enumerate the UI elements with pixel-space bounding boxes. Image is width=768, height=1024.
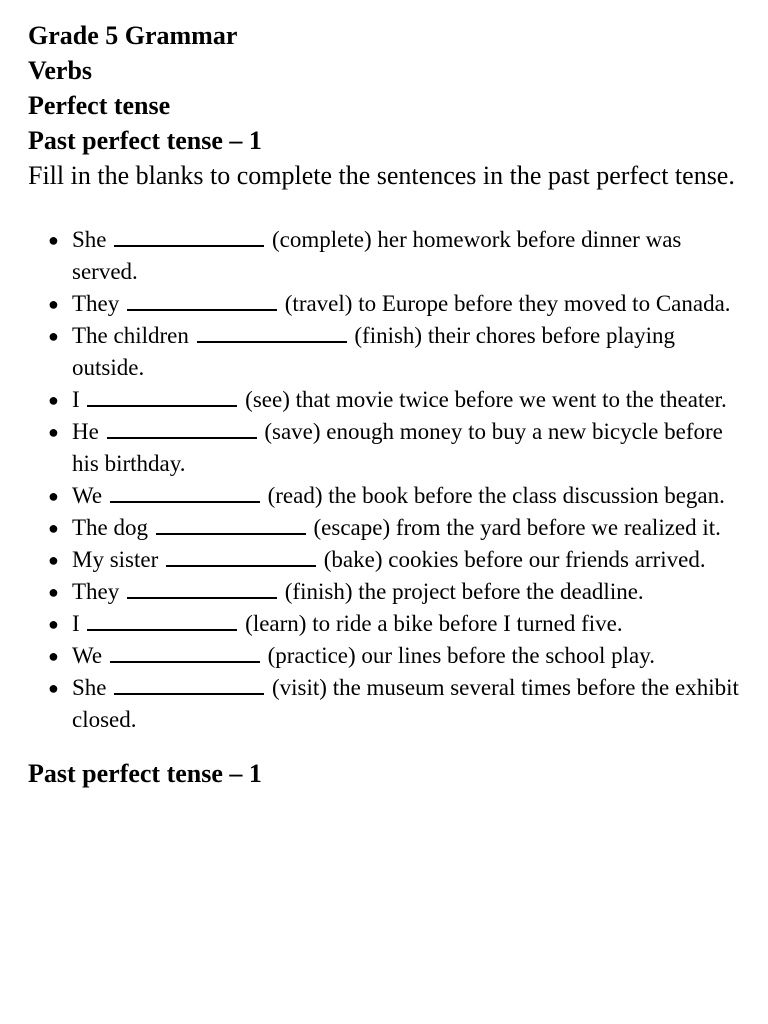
- sentence-start: My sister: [72, 547, 159, 572]
- answer-blank[interactable]: [127, 308, 277, 311]
- worksheet-instructions: Fill in the blanks to complete the sentences in the past perfect tense.: [28, 161, 735, 190]
- sentence-end: (learn) to ride a bike before I turned five.: [245, 611, 623, 636]
- exercise-item: [28, 384, 744, 416]
- worksheet-exercise-title: Past perfect tense – 1: [28, 126, 262, 155]
- answer-blank[interactable]: [87, 404, 237, 407]
- sentence-start: She: [72, 227, 107, 252]
- exercise-item: [28, 320, 744, 384]
- answer-blank[interactable]: [114, 692, 264, 695]
- sentence-start: I: [72, 387, 80, 412]
- exercise-list: [28, 224, 744, 736]
- sentence-end: (escape) from the yard before we realized it.: [313, 515, 721, 540]
- bullet-icon: ●: [48, 678, 59, 698]
- sentence-end: (read) the book before the class discussion began.: [267, 483, 725, 508]
- sentence-start: They: [72, 579, 120, 604]
- sentence-start: The children: [72, 323, 189, 348]
- answer-blank[interactable]: [107, 436, 257, 439]
- sentence-start: We: [72, 483, 103, 508]
- worksheet-topic: Verbs: [28, 56, 93, 85]
- bullet-icon: ●: [48, 550, 59, 570]
- exercise-item: [28, 288, 744, 320]
- answer-blank[interactable]: [156, 532, 306, 535]
- sentence-start: The dog: [72, 515, 149, 540]
- sentence-start: She: [72, 675, 107, 700]
- sentence-end: (save) enough money to buy a new bicycle before his birthday.: [72, 419, 723, 476]
- exercise-item: [28, 512, 744, 544]
- sentence-end: (practice) our lines before the school play.: [267, 643, 656, 668]
- exercise-item: [28, 416, 744, 480]
- exercise-item: [28, 224, 744, 288]
- answer-blank[interactable]: [127, 596, 277, 599]
- bullet-icon: ●: [48, 422, 59, 442]
- answer-blank[interactable]: [110, 660, 260, 663]
- bullet-icon: ●: [48, 614, 59, 634]
- bullet-icon: ●: [48, 230, 59, 250]
- sentence-end: (finish) their chores before playing outside.: [72, 323, 675, 380]
- exercise-item: [28, 640, 744, 672]
- footer-exercise-title: Past perfect tense – 1: [28, 759, 262, 788]
- answer-blank[interactable]: [114, 244, 264, 247]
- exercise-item: [28, 480, 744, 512]
- sentence-end: (visit) the museum several times before the exhibit closed.: [72, 675, 739, 732]
- bullet-icon: ●: [48, 294, 59, 314]
- sentence-end: (finish) the project before the deadline.: [284, 579, 644, 604]
- bullet-icon: ●: [48, 646, 59, 666]
- answer-blank[interactable]: [197, 340, 347, 343]
- exercise-item: [28, 544, 744, 576]
- worksheet-page: [28, 18, 744, 791]
- bullet-icon: ●: [48, 582, 59, 602]
- worksheet-grade-title: Grade 5 Grammar: [28, 21, 238, 50]
- sentence-start: I: [72, 611, 80, 636]
- sentence-end: (see) that movie twice before we went to the theater.: [245, 387, 727, 412]
- exercise-item: [28, 576, 744, 608]
- sentence-end: (complete) her homework before dinner was served.: [72, 227, 682, 284]
- sentence-start: He: [72, 419, 99, 444]
- bullet-icon: ●: [48, 326, 59, 346]
- answer-blank[interactable]: [87, 628, 237, 631]
- sentence-end: (travel) to Europe before they moved to Canada.: [284, 291, 731, 316]
- sentence-start: They: [72, 291, 120, 316]
- bullet-icon: ●: [48, 486, 59, 506]
- worksheet-subtopic: Perfect tense: [28, 91, 171, 120]
- bullet-icon: ●: [48, 390, 59, 410]
- exercise-item: [28, 608, 744, 640]
- bullet-icon: ●: [48, 518, 59, 538]
- answer-blank[interactable]: [110, 500, 260, 503]
- sentence-end: (bake) cookies before our friends arrived.: [323, 547, 706, 572]
- exercise-item: [28, 672, 744, 736]
- answer-blank[interactable]: [166, 564, 316, 567]
- sentence-start: We: [72, 643, 103, 668]
